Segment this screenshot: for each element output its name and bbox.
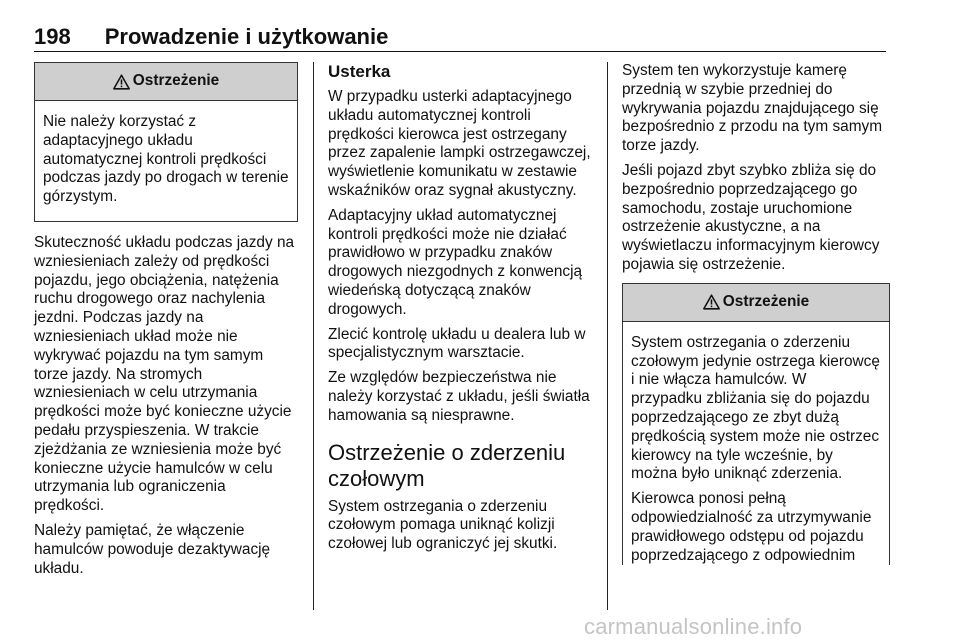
warning-body [35, 101, 297, 221]
warning-body [623, 322, 889, 566]
warning-triangle-icon [703, 294, 720, 310]
warning-title: Ostrzeżenie [722, 292, 810, 310]
column-right-content [622, 62, 890, 568]
warning-box [622, 283, 890, 566]
watermark: carmanualsonline.info [584, 614, 803, 639]
column-divider [313, 62, 314, 610]
paragraph: W przypadku usterki adaptacyjnego układu automatycznej kontroli prędkości kierowca jest ostrzegany przez zapalenie lampki ostrzegawczej, wyświetlenie komunikatu w zestawie wskaźników oraz sygnał akustyczny. [328, 88, 591, 199]
column-left [34, 62, 298, 584]
paragraph: Zlecić kontrolę układu u dealera lub w specjalistycznym warsztacie. [328, 325, 586, 362]
warning-text: System ostrzegania o zderzeniu czołowym jedynie ostrzega kierowcę i nie włącza hamulców. W przypadku zbliżania się do pojazdu poprzedzającego ze zbyt dużą prędkością system może nie ostrzec kierowcy na tyle wcześnie, by można było uniknąć zderzenia. [631, 333, 880, 483]
warning-text: Kierowca ponosi pełną odpowiedzialność za utrzymywanie prawidłowego odstępu od pojazdu poprzedzającego z odpowiednim [631, 490, 872, 564]
column-right [622, 62, 890, 568]
page-header [34, 22, 886, 52]
warning-text: Nie należy korzystać z adaptacyjnego układu automatycznej kontroli prędkości podczas jazdy po drogach w terenie górzystym. [43, 113, 289, 206]
warning-header [35, 63, 297, 101]
page-number: 198 [34, 24, 71, 49]
paragraph: Należy pamiętać, że włączenie hamulców powoduje dezaktywację układu. [34, 521, 271, 577]
paragraph: Skuteczność układu podczas jazdy na wzniesieniach zależy od prędkości pojazdu, jego obciążenia, natężenia ruchu drogowego oraz nachylenia jezdni. Podczas jazdy na wzniesieniach układ może nie wykrywać pojazdu na tym samym torze jazdy. Na stromych wzniesieniach w celu utrzymania prędkości może być konieczne użycie pedału przyspieszenia. W trakcie zjeżdżania ze wzniesienia może być konieczne użycie hamulców w celu utrzymania lub ograniczenia prędkości. [34, 233, 295, 515]
column-divider [607, 62, 608, 610]
subheading-fault: Usterka [328, 62, 391, 81]
section-heading: Ostrzeżenie o zderzeniu czołowym [328, 439, 566, 491]
column-middle [328, 62, 598, 560]
paragraph: System ostrzegania o zderzeniu czołowym pomaga uniknąć kolizji czołowej lub ograniczyć jej skutki. [328, 497, 558, 553]
warning-title: Ostrzeżenie [132, 72, 220, 90]
paragraph: Ze względów bezpieczeństwa nie należy korzystać z układu, jeśli światła hamowania są niesprawne. [328, 369, 590, 424]
page-title: Prowadzenie i użytkowanie [104, 24, 389, 49]
warning-header [623, 284, 889, 322]
warning-triangle-icon [113, 74, 130, 90]
paragraph: Jeśli pojazd zbyt szybko zbliża się do bezpośrednio poprzedzającego go samochodu, zostaje uruchomione ostrzeżenie akustyczne, a na wyświetlaczu informacyjnym kierowcy pojawia się ostrzeżenie. [622, 161, 880, 273]
paragraph: System ten wykorzystuje kamerę przednią w szybie przedniej do wykrywania pojazdu znajdującego się bezpośrednio z przodu na tym samym torze jazdy. [622, 62, 883, 155]
warning-box [34, 62, 298, 222]
paragraph: Adaptacyjny układ automatycznej kontroli prędkości może nie działać prawidłowo w przypadku znaków drogowych niezgodnych z konwencją wiedeńską dotyczącą znaków drogowych. [328, 206, 583, 318]
